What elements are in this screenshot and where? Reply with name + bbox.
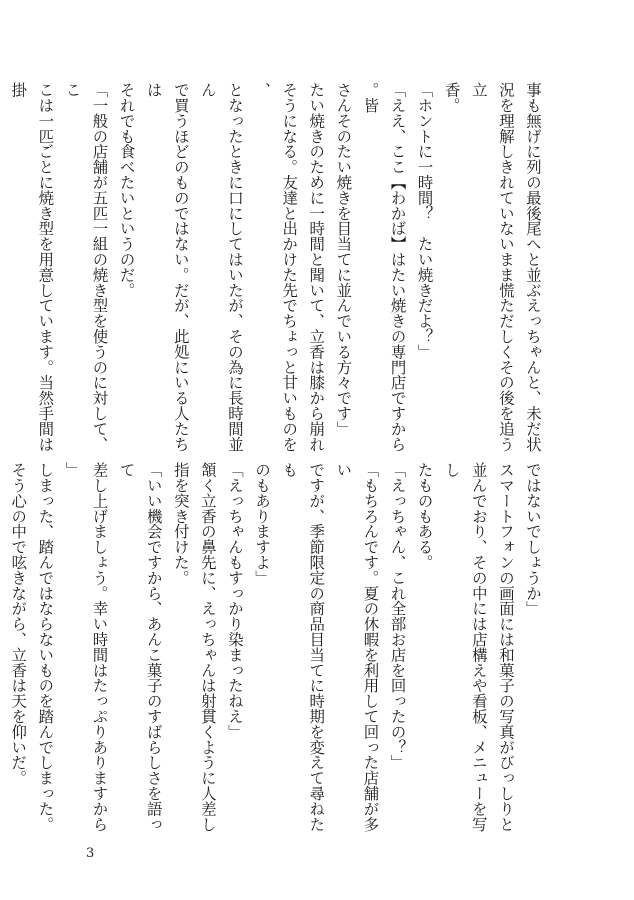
text-line: さんそのたい焼きを目当てに並んでいる方々です」 xyxy=(334,82,353,437)
text-line: たものもある。 xyxy=(415,462,434,570)
text-line: ではないでしょうか」 xyxy=(524,462,542,616)
text-line: のもありますよ」 xyxy=(253,462,272,586)
text-line: それでも食べたいというのだ。 xyxy=(117,82,136,298)
text-line: 「ホントに一時間？ たい焼きだよ？」 xyxy=(415,82,434,360)
text-line: 況を理解しきれていないまま慌ただしくその後を追う立 xyxy=(469,82,515,452)
text-line: ですが、季節限定の商品目当てに時期を変えて尋ねたも xyxy=(280,462,326,832)
text-line: となったときに口にしてはいたが、その為に長時間並ん xyxy=(198,82,244,452)
page-number: 3 xyxy=(86,846,95,861)
text-line: たい焼きのために一時間と聞いて、立香は膝から崩れ xyxy=(307,82,326,452)
text-line: 指を突き付けた。 xyxy=(171,462,190,586)
text-line: 頷く立香の鼻先に、えっちゃんは射貫くように人差し xyxy=(198,462,217,832)
text-line: 差し上げましょう。幸い時間はたっぷりありますから」 xyxy=(63,462,109,832)
text-line: で買うほどのものではない。だが、此処にいる人たちは xyxy=(144,82,190,452)
text-line: 「えっちゃんもすっかり染まったねえ」 xyxy=(225,462,244,740)
text-line: しまった、踏んではならないものを踏んでしまった。 xyxy=(36,462,55,832)
text-line: 香。 xyxy=(442,82,461,113)
text-line: 並んでおり、その中には店構えや看板、メニューを写し xyxy=(442,462,488,832)
text-line: 「ええ、ここ【わかば】はたい焼きの専門店ですから。皆 xyxy=(361,82,407,452)
text-line: 「もちろんです。夏の休暇を利用して回った店舗が多い xyxy=(334,462,380,832)
text-line xyxy=(0,82,4,452)
text-line: 「えっちゃん、これ全部お店を回ったの？」 xyxy=(388,462,407,770)
text-line: そう心の中で呟きながら、立香は天を仰いだ。 xyxy=(9,462,28,786)
text-line: こは一匹ごとに焼き型を用意しています。当然手間は掛 xyxy=(9,82,55,452)
text-line: 「一般の店舗が五匹一組の焼き型を使うのに対して、こ xyxy=(63,82,109,452)
upper-text-block xyxy=(9,82,546,452)
text-line: 「いい機会ですから、あんこ菓子のすばらしさを語って xyxy=(117,462,163,832)
lower-text-block xyxy=(9,462,546,832)
text-line: 事も無げに列の最後尾へと並ぶえっちゃんと、未だ状 xyxy=(524,82,542,452)
text-line: そうになる。友達と出かけた先でちょっと甘いものを、 xyxy=(253,82,299,452)
text-line: スマートフォンの画面には和菓子の写真がびっしりと xyxy=(496,462,515,832)
